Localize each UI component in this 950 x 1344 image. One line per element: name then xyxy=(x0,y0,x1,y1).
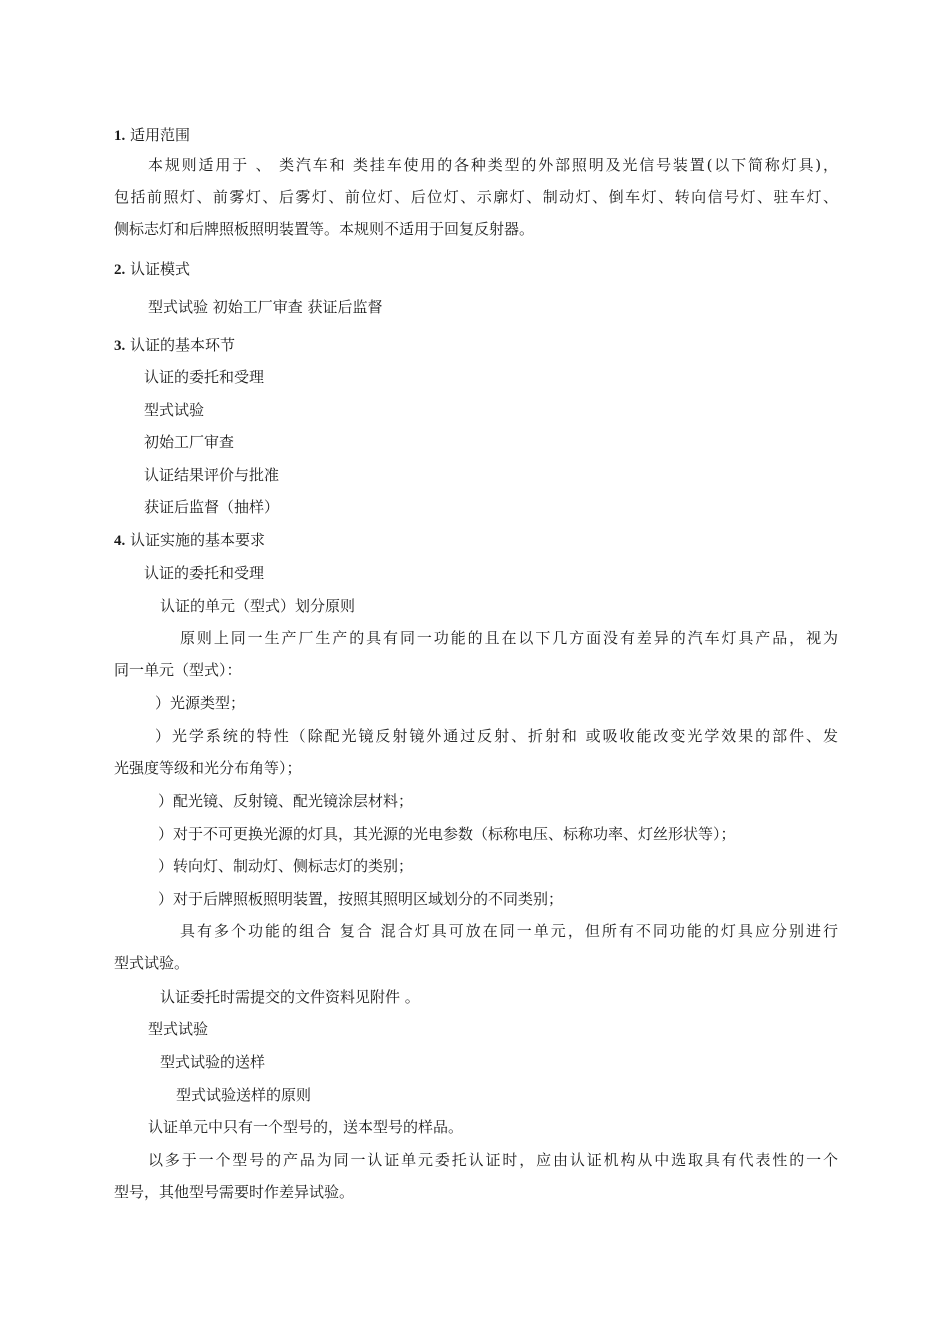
section-title: 适用范围 xyxy=(130,126,191,144)
body-line: 具有多个功能的组合 复合 混合灯具可放在同一单元，但所有不同功能的灯具应分别进行 xyxy=(180,922,838,940)
section-4-heading xyxy=(114,530,265,551)
body-line: 侧标志灯和后牌照板照明装置等。本规则不适用于回复反射器。 xyxy=(114,220,535,238)
body-line: 以多于一个型号的产品为同一认证单元委托认证时，应由认证机构从中选取具有代表性的一个 xyxy=(148,1151,838,1169)
section-number: 1. xyxy=(114,128,126,144)
list-item: 认证结果评价与批准 xyxy=(144,466,280,484)
criteria-item: ）对于后牌照板照明装置，按照其照明区域划分的不同类别； xyxy=(158,890,564,908)
body-line: 认证单元中只有一个型号的，送本型号的样品。 xyxy=(148,1118,464,1136)
criteria-item: ）光学系统的特性（除配光镜反射镜外通过反射、折射和 或吸收能改变光学效果的部件、发 xyxy=(155,727,838,745)
section-3-heading xyxy=(114,335,235,356)
section-title: 认证的基本环节 xyxy=(130,336,236,354)
section-number: 3. xyxy=(114,338,126,354)
subsection-heading: 型式试验送样的原则 xyxy=(176,1086,312,1104)
body-line: 包括前照灯、前雾灯、后雾灯、前位灯、后位灯、示廓灯、制动灯、倒车灯、转向信号灯、驻车灯、 xyxy=(114,188,838,206)
body-line: 同一单元（型式）： xyxy=(114,661,242,679)
section-number: 4. xyxy=(114,533,126,549)
list-item: 获证后监督（抽样） xyxy=(144,498,280,516)
section-title: 认证模式 xyxy=(130,260,191,278)
criteria-item: ）光源类型； xyxy=(155,694,246,712)
criteria-item: ）转向灯、制动灯、侧标志灯的类别； xyxy=(158,857,414,875)
list-item: 初始工厂审查 xyxy=(144,433,235,451)
subsection-heading: 型式试验 xyxy=(148,1020,209,1038)
criteria-item-continued: 光强度等级和光分布角等）； xyxy=(114,759,302,777)
body-line: 认证委托时需提交的文件资料见附件 。 xyxy=(160,988,420,1006)
section-1-heading xyxy=(114,125,190,146)
section-2-heading xyxy=(114,259,190,280)
list-item: 认证的委托和受理 xyxy=(144,368,265,386)
body-line: 型号，其他型号需要时作差异试验。 xyxy=(114,1183,355,1201)
certification-mode-line: 型式试验 初始工厂审查 获证后监督 xyxy=(148,298,383,316)
criteria-item: ）配光镜、反射镜、配光镜涂层材料； xyxy=(158,792,414,810)
subsection-heading: 认证的委托和受理 xyxy=(144,564,265,582)
subsection-heading: 认证的单元（型式）划分原则 xyxy=(160,597,356,615)
criteria-item: ）对于不可更换光源的灯具，其光源的光电参数（标称电压、标称功率、灯丝形状等）； xyxy=(158,825,736,843)
list-item: 型式试验 xyxy=(144,401,205,419)
body-line: 原则上同一生产厂生产的具有同一功能的且在以下几方面没有差异的汽车灯具产品，视为 xyxy=(180,629,838,647)
body-line: 本规则适用于 、 类汽车和 类挂车使用的各种类型的外部照明及光信号装置(以下简称灯具)， xyxy=(148,156,838,174)
section-number: 2. xyxy=(114,262,126,278)
section-title: 认证实施的基本要求 xyxy=(130,531,266,549)
body-line: 型式试验。 xyxy=(114,954,190,972)
subsection-heading: 型式试验的送样 xyxy=(160,1053,266,1071)
